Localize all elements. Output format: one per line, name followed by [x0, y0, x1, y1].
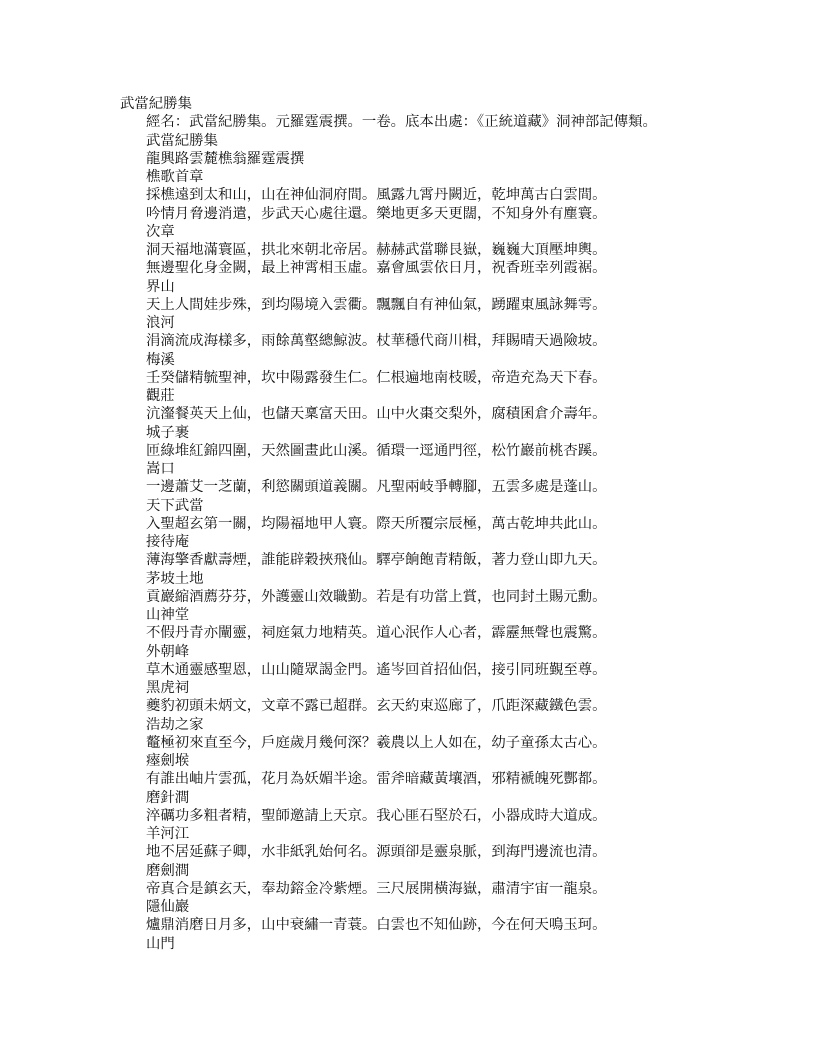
text-line: 洞天福地滿寰區，拱北來朝北帝居。赫赫武當聯艮嶽，巍巍大頂壓坤輿。 — [146, 242, 607, 258]
text-line: 採樵遠到太和山，山在神仙洞府間。風露九霄丹闕近，乾坤萬古白雲間。 — [146, 187, 607, 204]
text-line: 龍興路雲麓樵翁羅霆震撰 — [146, 150, 305, 167]
text-line: 帝真合是鎮玄天，奉劫鎔金冷紫煙。三尺展開橫海嶽，肅清宇宙一龍泉。 — [146, 880, 607, 897]
text-line: 經名：武當紀勝集。元羅霆震撰。一卷。底本出處：《正統道藏》洞神部記傳類。 — [146, 114, 657, 131]
text-line: 界山 — [146, 278, 175, 295]
text-line: 磨針澗 — [146, 789, 190, 806]
text-line: 地不居延蘇子卿，水非紙乳始何名。源頭卻是靈泉脈，到海門邊流也清。 — [146, 844, 607, 861]
text-line: 武當紀勝集 — [146, 132, 218, 149]
text-line: 入聖超玄第一關，均陽福地甲人寰。際天所覆宗辰極，萬古乾坤共此山。 — [146, 515, 607, 532]
document-page — [120, 95, 657, 953]
text-line: 隱仙巖 — [146, 899, 190, 915]
text-line: 沆瀣餐英天上仙，也儲天稟富天田。山中火棗交梨外，腐積囷倉介壽年。 — [146, 406, 607, 423]
text-line: 觀莊 — [146, 388, 175, 404]
text-line: 天下武當 — [146, 497, 204, 514]
text-line: 磨劍澗 — [146, 862, 190, 879]
text-line: 一邊蕭艾一芝蘭，利慾關頭道義關。凡聖兩岐爭轉腳，五雲多處是蓬山。 — [146, 479, 607, 496]
document-body — [120, 113, 657, 953]
text-line: 城子裹 — [146, 424, 190, 441]
text-line: 爐鼎消磨日月多，山中衰繡一青蓑。白雲也不知仙跡，今在何天鳴玉珂。 — [146, 917, 607, 934]
text-line: 天上人間娃步殊，到均陽境入雲衢。飄飄自有神仙氣，踴躍東風詠舞雩。 — [146, 296, 607, 313]
text-line: 次章 — [146, 223, 175, 240]
text-line: 外朝峰 — [146, 643, 190, 660]
text-line: 貢巖縮酒薦芬芬，外護靈山效職勤。若是有功當上賞，也同封土賜元勳。 — [146, 588, 607, 605]
text-line: 不假丹青亦闡靈，祠庭氣力地精英。道心泯作人心者，霹靂無聲也震驚。 — [146, 625, 607, 642]
text-line: 鼇極初來直至今，戶庭歲月幾何深？羲農以上人如在，幼子童孫太古心。 — [146, 734, 607, 751]
text-line: 接待庵 — [146, 534, 190, 550]
text-line: 壬癸儲精毓聖神，坎中陽露發生仁。仁根遍地南枝暖，帝造充為天下春。 — [146, 369, 607, 386]
text-line: 淬礪功多粗者精，聖師邀請上天京。我心匪石堅於石，小器成時大道成。 — [146, 807, 607, 824]
text-line: 樵歌首章 — [146, 169, 204, 185]
text-line: 薄海擎香獻壽煙，誰能辟穀挾飛仙。驛亭餉飽青精飯，著力登山即九天。 — [146, 552, 607, 569]
text-line: 嵩口 — [146, 461, 175, 477]
text-line: 匝綠堆紅錦四圍，天然圖畫此山溪。循環一逕通門徑，松竹巖前桃杏蹊。 — [146, 442, 607, 459]
text-line: 夔豹初頭未炳文，文章不露已超群。玄天約束巡廊了，爪距深藏鐵色雲。 — [146, 698, 607, 715]
text-line: 山門 — [146, 935, 175, 952]
text-line: 茅坡土地 — [146, 570, 204, 587]
text-line: 吟情月脅邊消遣，步武天心處往還。樂地更多天更闊，不知身外有塵寰。 — [146, 205, 607, 222]
text-line: 羊河江 — [146, 826, 190, 842]
document-title: 武當紀勝集 — [120, 96, 192, 112]
text-line: 浪河 — [146, 315, 175, 331]
text-line: 浩劫之家 — [146, 716, 204, 733]
text-line: 黑虎祠 — [146, 680, 190, 696]
text-line: 無邊聖化身金闕，最上神霄相玉虛。嘉會風雲依日月，祝香班幸列霞裾。 — [146, 260, 607, 277]
text-line: 有誰出岫片雲孤，花月為妖媚半途。雷斧暗藏黃壤酒，邪精褫魄死酆都。 — [146, 771, 607, 788]
text-line: 瘞劍堠 — [146, 753, 190, 769]
text-line: 草木通靈感聖恩，山山隨眾謁金門。遙岑回首招仙侶，接引同班覲至尊。 — [146, 661, 607, 678]
text-line: 涓滴流成海樣多，雨餘萬壑總鯨波。杖華穩代商川楫，拜賜晴天過險坡。 — [146, 333, 607, 350]
text-line: 山神堂 — [146, 607, 190, 623]
text-line: 梅溪 — [146, 351, 175, 368]
